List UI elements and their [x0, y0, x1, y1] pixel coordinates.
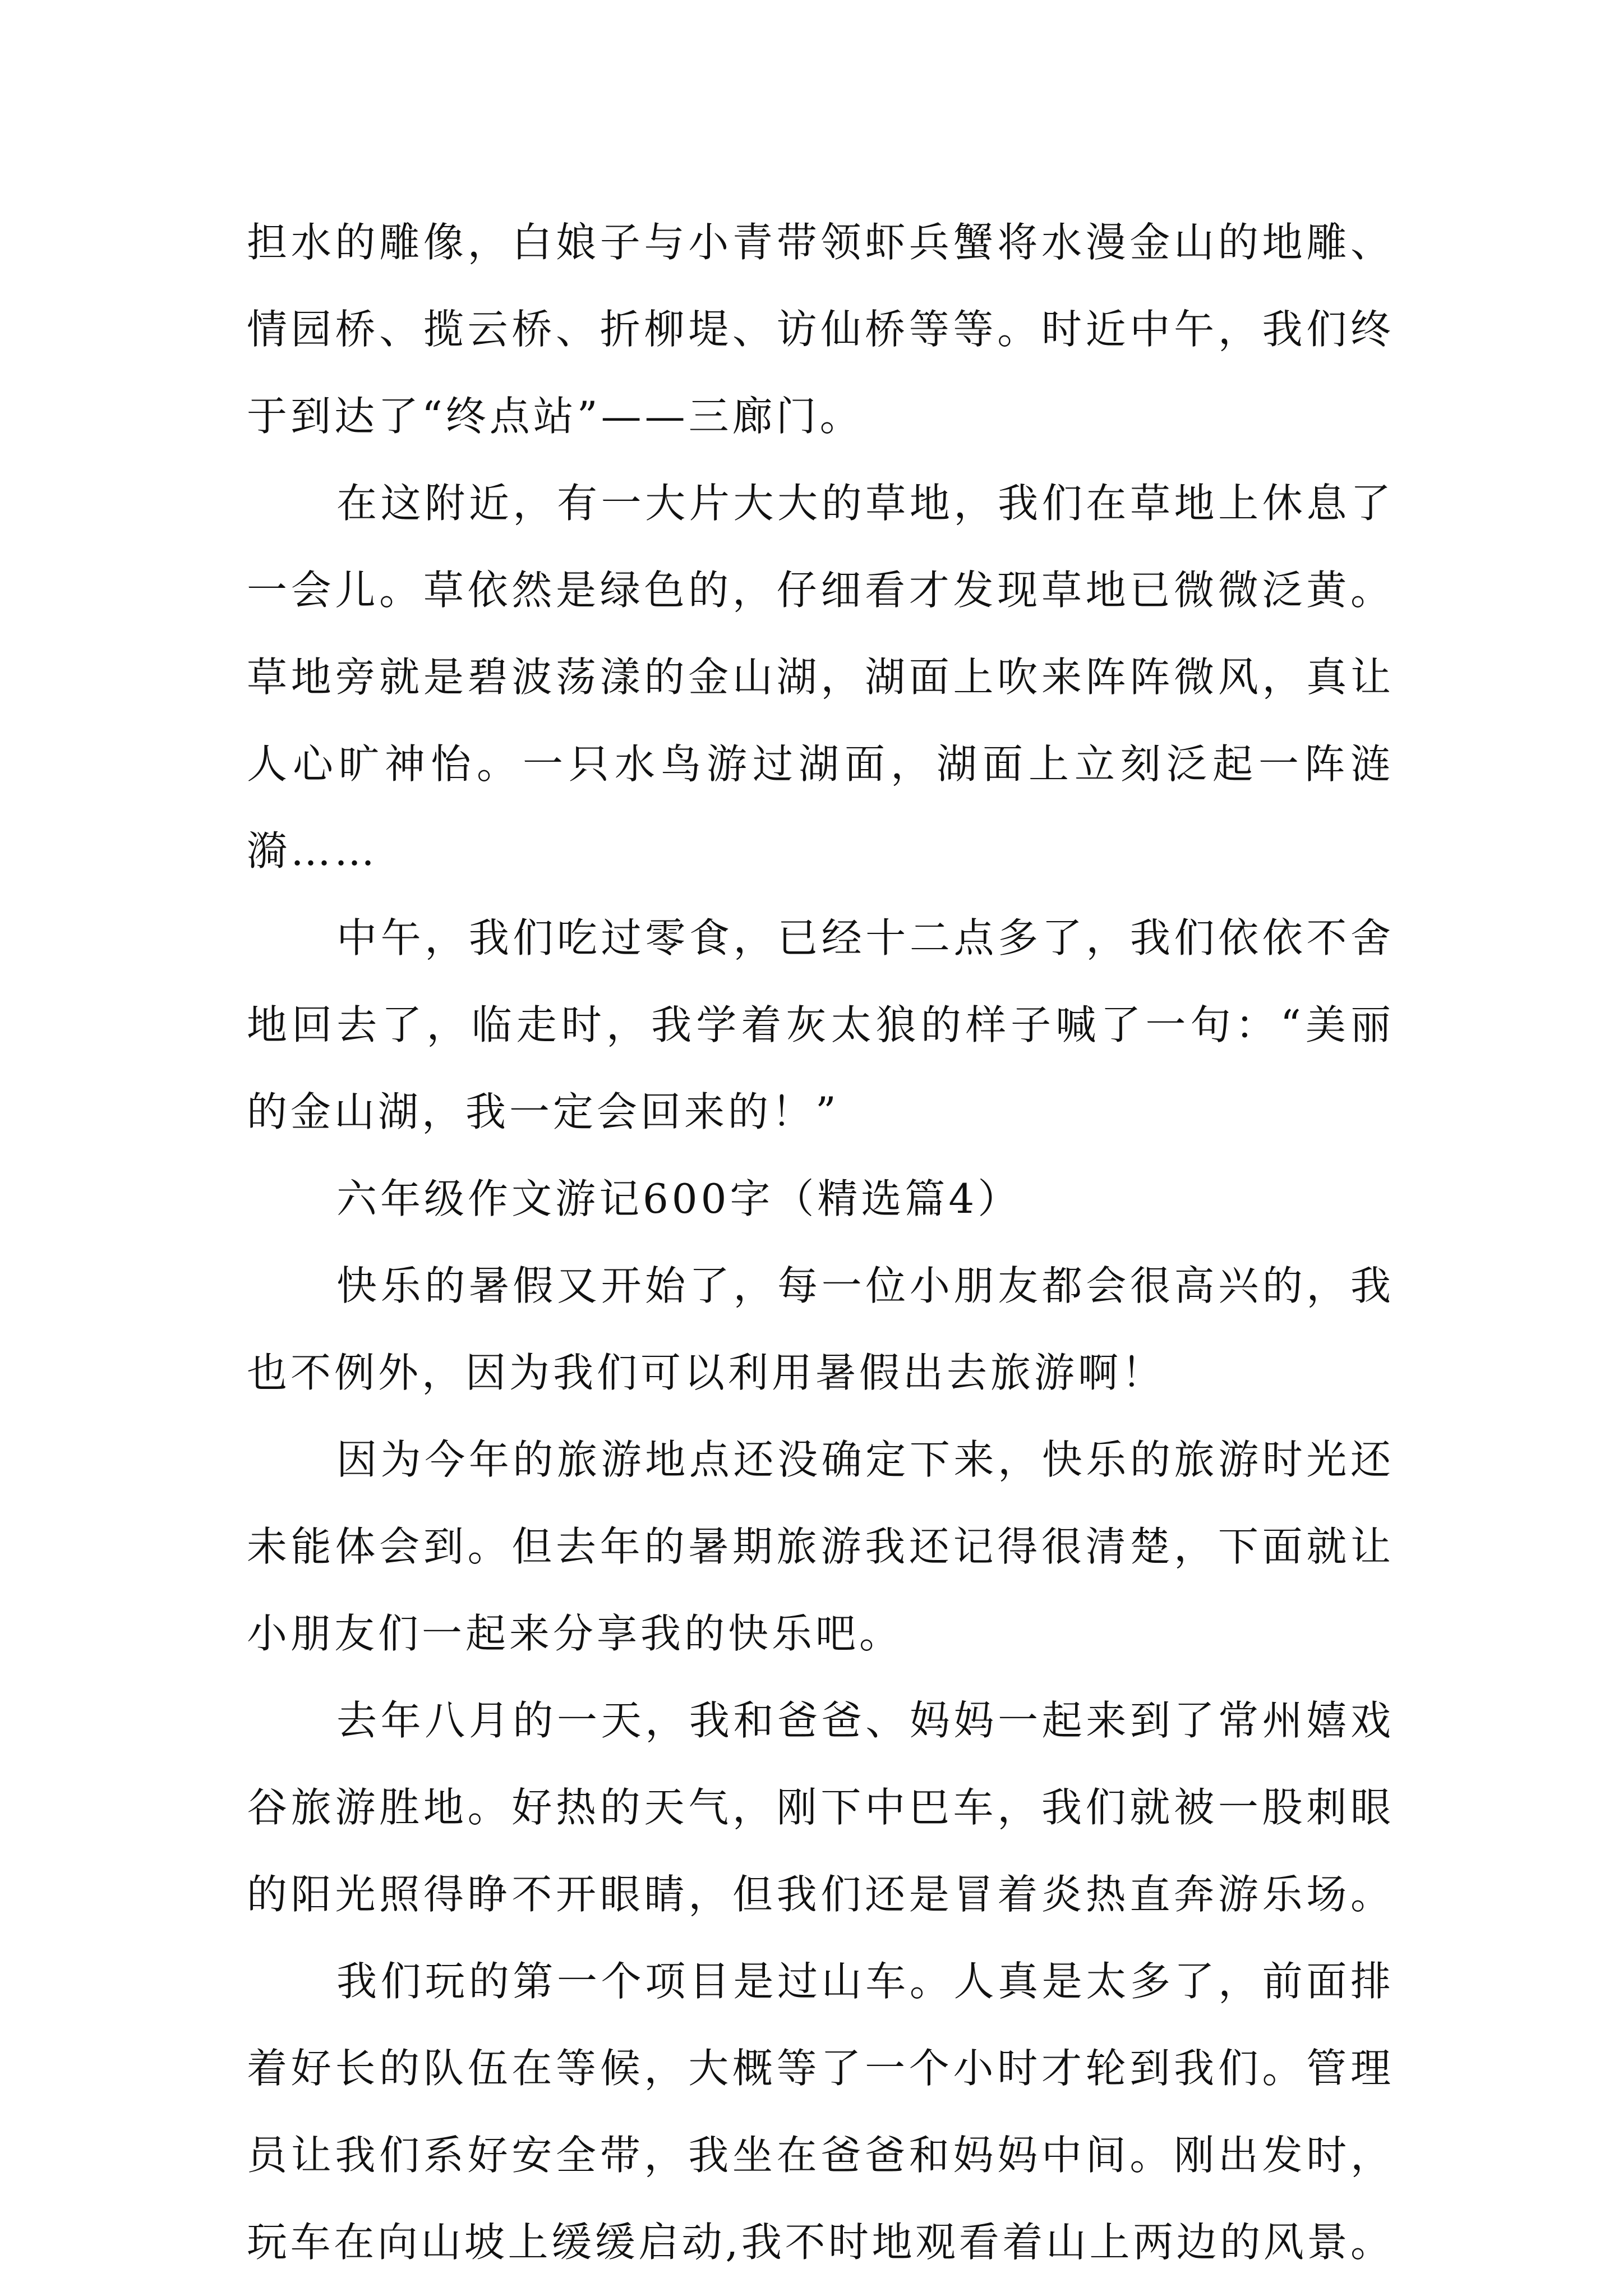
text-line: 也不例外，因为我们可以利用暑假出去旅游啊！: [247, 1349, 1166, 1396]
text-line: 一会儿。草依然是绿色的，仔细看才发现草地已微微泛黄。: [247, 567, 1395, 614]
text-line: 玩车在向山坡上缓缓启动,我不时地观看着山上两边的风景。: [247, 2219, 1394, 2266]
body-text: [247, 199, 1396, 2286]
paragraph-first-line: 快乐的暑假又开始了，每一位小朋友都会很高兴的，我: [336, 1262, 1395, 1309]
text-line: 的金山湖，我一定会回来的！”: [247, 1088, 840, 1135]
paragraph-first-line: 我们玩的第一个项目是过山车。人真是太多了，前面排: [336, 1958, 1395, 2005]
paragraph-first-line: 中午，我们吃过零食，已经十二点多了，我们依依不舍: [336, 914, 1395, 961]
paragraph-first-line: 在这附近，有一大片大大的草地，我们在草地上休息了: [336, 480, 1395, 527]
text-line: 小朋友们一起来分享我的快乐吧。: [247, 1610, 903, 1657]
text-line: 草地旁就是碧波荡漾的金山湖，湖面上吹来阵阵微风，真让: [247, 654, 1395, 701]
text-line: 的阳光照得睁不开眼睛，但我们还是冒着炎热直奔游乐场。: [247, 1871, 1395, 1918]
text-line: 谷旅游胜地。好热的天气，刚下中巴车，我们就被一股刺眼: [247, 1784, 1395, 1831]
paragraph-first-line: 去年八月的一天，我和爸爸、妈妈一起来到了常州嬉戏: [336, 1697, 1395, 1744]
paragraph-first-line: 因为今年的旅游地点还没确定下来，快乐的旅游时光还: [336, 1436, 1395, 1483]
text-line: 员让我们系好安全带，我坐在爸爸和妈妈中间。刚出发时，: [247, 2132, 1395, 2179]
text-line: 未能体会到。但去年的暑期旅游我还记得很清楚，下面就让: [247, 1523, 1395, 1570]
text-line: 于到达了“终点站”——三廊门。: [247, 393, 864, 440]
section-heading: 六年级作文游记600字（精选篇4）: [336, 1175, 1022, 1222]
text-line: 担水的雕像，白娘子与小青带领虾兵蟹将水漫金山的地雕、: [247, 219, 1395, 266]
text-line: 地回去了，临走时，我学着灰太狼的样子喊了一句：“美丽: [247, 1001, 1396, 1048]
text-line: 人心旷神怡。一只水鸟游过湖面，湖面上立刻泛起一阵涟: [247, 740, 1396, 788]
text-line: 着好长的队伍在等候，大概等了一个小时才轮到我们。管理: [247, 2045, 1395, 2092]
text-line: 漪……: [247, 827, 379, 875]
text-line: 情园桥、揽云桥、折柳堤、访仙桥等等。时近中午，我们终: [247, 306, 1395, 353]
